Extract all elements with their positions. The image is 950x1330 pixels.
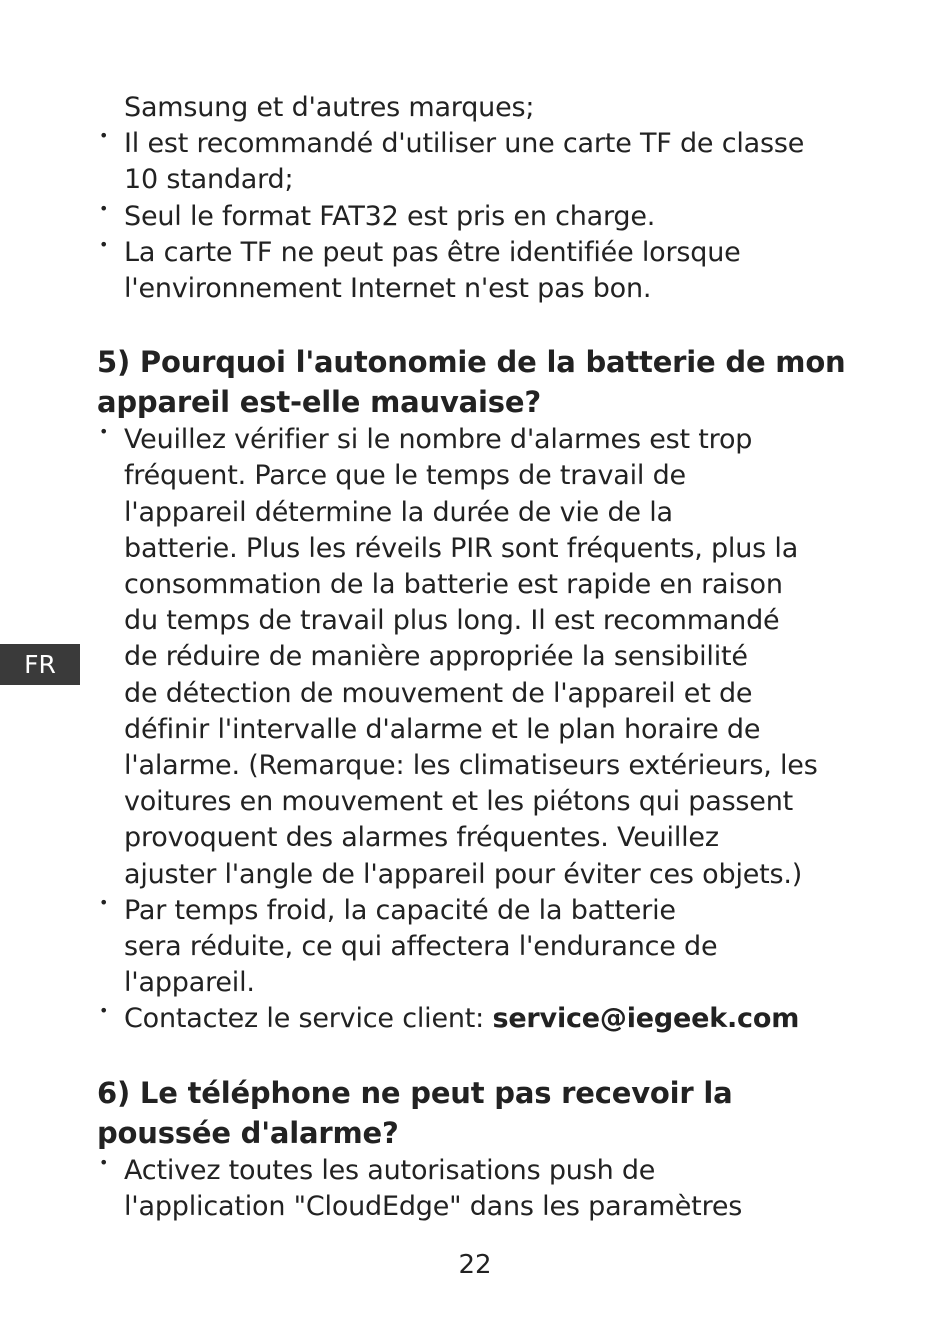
continuation-line: Samsung et d'autres marques; [124,92,535,123]
bullet-item-contact [97,1001,872,1037]
bullet-dot: • [99,198,109,218]
bullet-item-fat32 [97,199,872,235]
text-line: l'appareil détermine la durée de vie de la [124,496,673,528]
text-line: de réduire de manière appropriée la sensibilité [124,641,748,673]
text-line: l'environnement Internet n'est pas bon. [124,273,652,305]
text-line: Seul le format FAT32 est pris en charge. [124,200,656,232]
language-tab: FR [0,644,80,685]
text-line: Veuillez vérifier si le nombre d'alarmes est trop [124,424,753,456]
text-line: de détection de mouvement de l'appareil et de [124,677,753,709]
bullet-item-tf-class [97,126,872,198]
text-line: batterie. Plus les réveils PIR sont fréquents, plus la [124,532,799,564]
bullet-dot: • [99,892,109,912]
section-5-heading [97,342,872,422]
bullet-dot: • [99,1001,109,1021]
bullet-item-tf-identify [97,235,872,307]
text-line: La carte TF ne peut pas être identifiée lorsque [124,236,741,268]
text-line: l'appareil. [124,967,255,999]
contact-line [124,1001,872,1037]
bullet-dot: • [99,234,109,254]
text-line: Activez toutes les autorisations push de [124,1154,656,1186]
contact-email: service@iegeek.com [492,1003,800,1035]
page-number: 22 [458,1250,492,1280]
heading-line: 6) Le téléphone ne peut pas recevoir la [97,1075,733,1110]
section-6-heading [97,1073,872,1153]
text-line: Par temps froid, la capacité de la batterie [124,894,676,926]
page-content [97,90,872,1225]
text-line: Il est recommandé d'utiliser une carte TF de classe [124,128,805,160]
text-line: l'application "CloudEdge" dans les paramètres [124,1190,743,1222]
text-line: fréquent. Parce que le temps de travail de [124,460,686,492]
bullet-dot: • [99,1152,109,1172]
heading-line: 5) Pourquoi l'autonomie de la batterie de mon [97,345,846,380]
bullet-dot: • [99,126,109,146]
text-line: du temps de travail plus long. Il est recommandé [124,605,780,637]
bullet-item-push-permissions [97,1153,872,1225]
text-line: ajuster l'angle de l'appareil pour éviter ces objets.) [124,858,803,890]
contact-label: Contactez le service client: [124,1003,493,1035]
bullet-dot: • [99,422,109,442]
text-line: voitures en mouvement et les piétons qui passent [124,786,794,818]
text-line: sera réduite, ce qui affectera l'endurance de [124,931,718,963]
bullet-item-cold-weather [97,893,872,1002]
text-line: l'alarme. (Remarque: les climatiseurs extérieurs, les [124,750,818,782]
text-line: consommation de la batterie est rapide en raison [124,569,783,601]
heading-line: appareil est-elle mauvaise? [97,385,541,420]
text-line: 10 standard; [124,164,294,196]
text-line: provoquent des alarmes fréquentes. Veuillez [124,822,719,854]
bullet-item-alarm-frequency [97,422,872,893]
text-line: définir l'intervalle d'alarme et le plan horaire de [124,713,761,745]
heading-line: poussée d'alarme? [97,1115,399,1150]
